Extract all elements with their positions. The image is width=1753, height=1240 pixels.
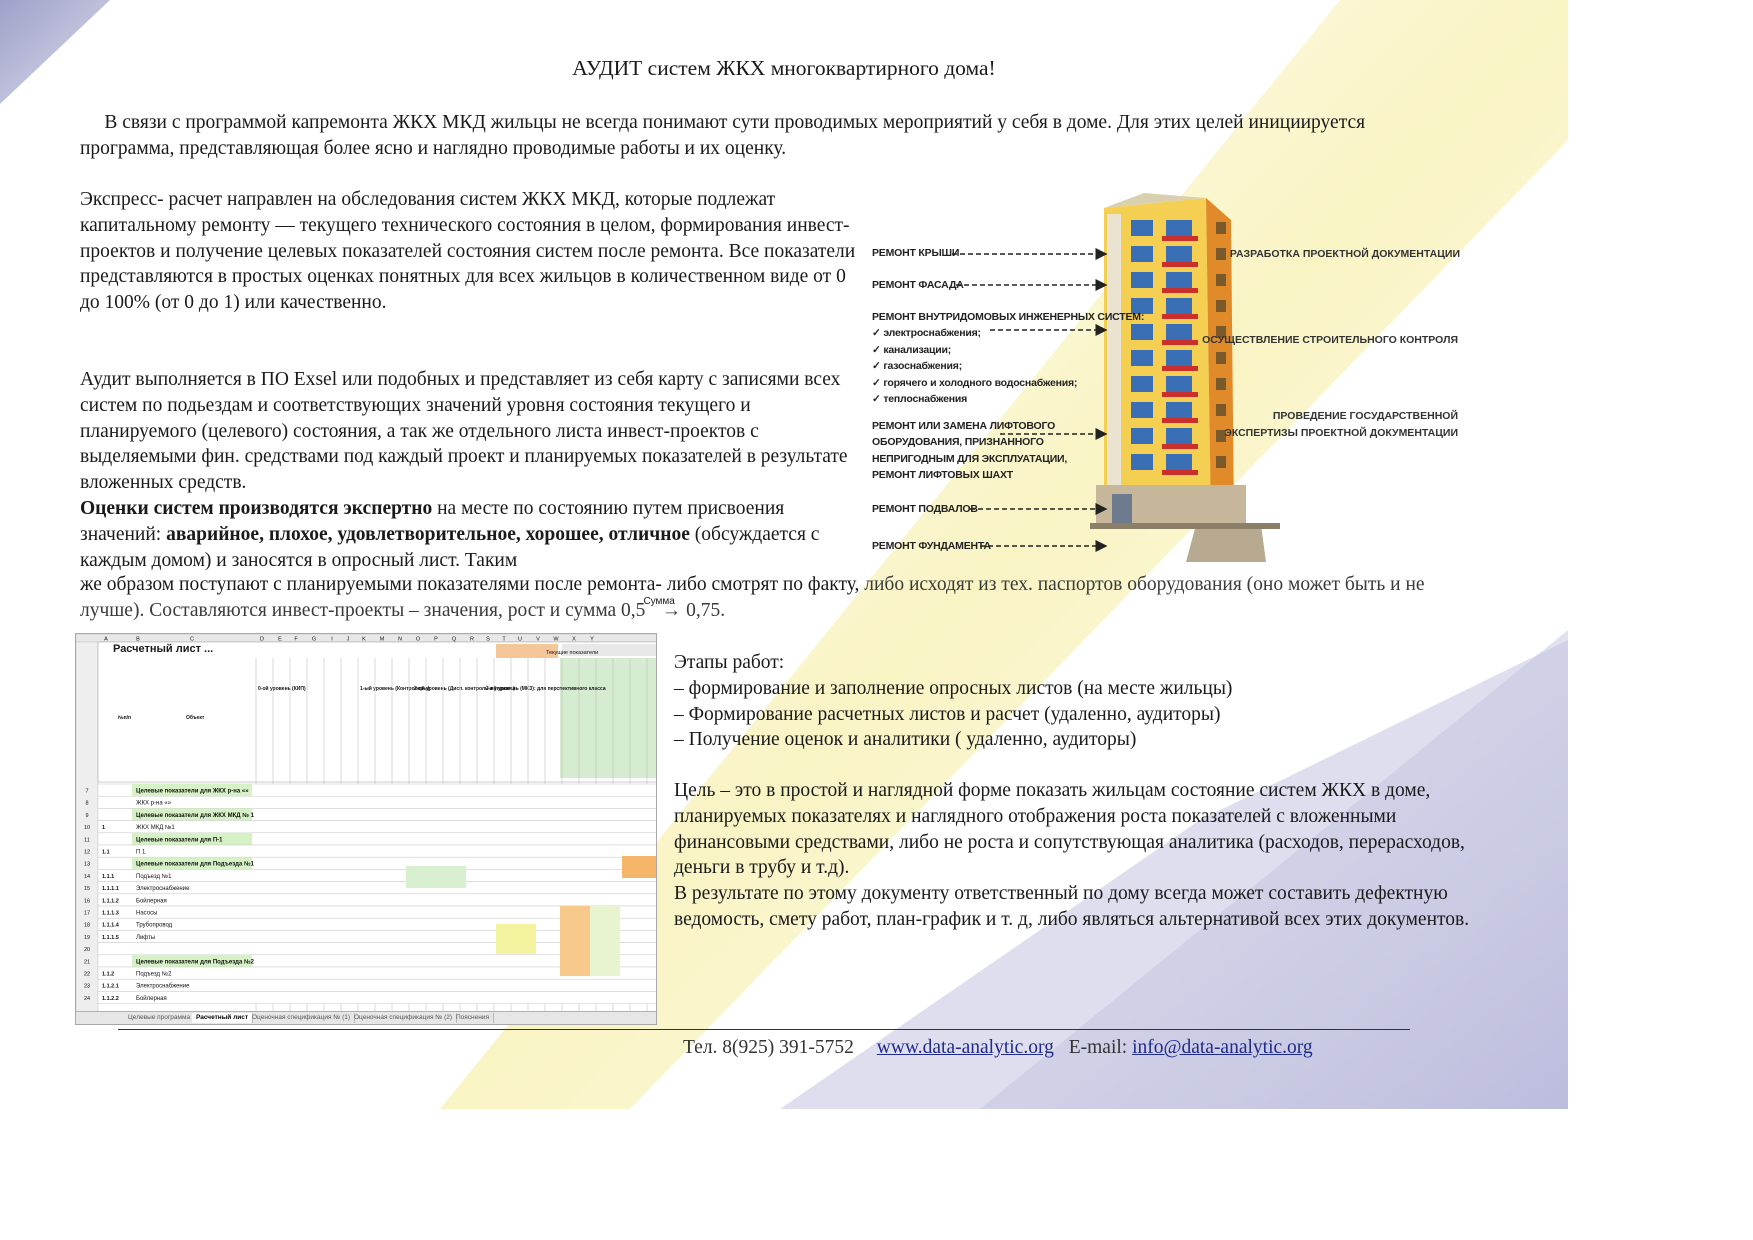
row-number: 11 [84, 837, 90, 844]
row-name: Электроснабжение [136, 886, 190, 893]
label-roof: РЕМОНТ КРЫШИ [872, 247, 960, 259]
row-name: Бойлерная [136, 898, 167, 905]
window [1166, 402, 1192, 418]
row-number: 7 [85, 788, 89, 795]
window [1166, 298, 1192, 314]
row-name: Целевые показатели для ЖКХ МКД № 1 [136, 812, 254, 819]
label-project-docs: РАЗРАБОТКА ПРОЕКТНОЙ ДОКУМЕНТАЦИИ [1229, 248, 1460, 260]
facade-pillar [1107, 214, 1121, 514]
row-name: ЖКХ р-на «» [136, 800, 172, 807]
goal-paragraph: Цель – это в простой и наглядной форме показать жильцам состояние систем ЖКХ в доме, планируемых показателях и наглядного отображения роста показателей с вложенными финансовыми средствами, либо не роста и сопутствующая аналитика (расходов, перерасходов, деньги в трубу и т.д). [674, 780, 1465, 879]
window [1131, 246, 1153, 262]
footer-email-label: E-mail: [1068, 1037, 1133, 1058]
continuation-paragraph [80, 572, 1480, 627]
assess-bold-2: аварийное, плохое, удовлетворительное, хорошее, отличное [166, 523, 690, 545]
row-name: Электроснабжение [136, 983, 190, 990]
row-name: П 1 [136, 849, 146, 856]
row-name: ЖКХ МКД №1 [136, 825, 175, 832]
label-lift-2: ОБОРУДОВАНИЯ, ПРИЗНАННОГО [872, 436, 1044, 448]
row-code: 1.1 [102, 849, 110, 856]
window [1131, 402, 1153, 418]
row-code: 1.1.2.2 [102, 995, 119, 1002]
row-number: 24 [83, 995, 91, 1002]
column-letter: W [553, 636, 559, 643]
window [1131, 220, 1153, 236]
label-sewer: ✓ канализации; [872, 344, 952, 356]
sheet-tabs-bar [76, 1011, 656, 1024]
row-name: Бойлерная [136, 995, 167, 1002]
audit-paragraph [80, 367, 855, 573]
assess-text-1: на месте по состоянию путем присвоения значений: [80, 497, 785, 545]
row-name: Целевые показатели для ЖКХ р-на «» [136, 788, 249, 795]
entrance-door [1112, 494, 1132, 524]
sheet-tab-2[interactable]: Оценочная спецификация № (1) [248, 1013, 355, 1023]
row-number: 14 [83, 873, 91, 880]
row-code: 1.1.1.2 [102, 898, 119, 905]
column-letter: C [190, 636, 194, 643]
footer [683, 1037, 1313, 1059]
continuation-arrow: → 0,75. [661, 599, 726, 621]
column-letter: T [502, 636, 506, 643]
column-letter: B [136, 636, 140, 643]
window [1166, 272, 1192, 288]
spreadsheet-grid [76, 634, 657, 1025]
label-construction-control: ОСУЩЕСТВЛЕНИЕ СТРОИТЕЛЬНОГО КОНТРОЛЯ [1202, 334, 1458, 346]
value-block [496, 924, 536, 954]
column-letter: Q [451, 636, 457, 643]
column-letter: E [278, 636, 282, 643]
column-letter: D [260, 636, 264, 643]
label-gas: ✓ газоснабжения; [872, 360, 963, 372]
balcony [1162, 262, 1198, 267]
row-code: 1 [102, 825, 106, 832]
sheet-tab-0[interactable]: Целевые программа [124, 1013, 195, 1023]
sheet-tab-4[interactable]: Пояснения [452, 1013, 494, 1023]
stage-item-2: – Формирование расчетных листов и расчет (удаленно, аудиторы) [674, 703, 1221, 725]
label-foundation: РЕМОНТ ФУНДАМЕНТА [872, 540, 991, 552]
table-row [98, 991, 657, 1003]
row-number: 9 [85, 812, 89, 819]
row-number: 16 [83, 898, 91, 905]
side-window [1216, 300, 1226, 312]
row-number: 18 [83, 922, 91, 929]
window [1131, 454, 1153, 470]
side-window [1216, 274, 1226, 286]
window [1166, 324, 1192, 340]
balcony [1162, 314, 1198, 319]
row-code: 1.1.1.4 [102, 922, 119, 929]
window [1166, 376, 1192, 392]
row-number: 13 [83, 861, 91, 868]
balcony [1162, 288, 1198, 293]
footer-phone: Тел. 8(925) 391-5752 [683, 1037, 854, 1058]
row-number: 23 [83, 983, 91, 990]
balcony [1162, 444, 1198, 449]
window [1166, 220, 1192, 236]
side-window [1216, 352, 1226, 364]
stages-block [674, 650, 1494, 753]
ground-floor [1090, 485, 1280, 562]
header-group-label: 3-ий уровень (МКЗ): для перспективного класса [486, 686, 606, 692]
foundation [1090, 523, 1280, 529]
value-block [590, 906, 620, 976]
header-green [560, 658, 657, 778]
column-letter: N [398, 636, 402, 643]
column-letter: V [536, 636, 540, 643]
stage-item-1: – формирование и заполнение опросных листов (на месте жильцы) [674, 677, 1233, 699]
row-code: 1.1.1.3 [102, 910, 119, 917]
assess-text-2: (обсуждается с каждым домом) и заносятся в опросный лист. Таким [80, 523, 820, 571]
balcony [1162, 392, 1198, 397]
row-number: 12 [83, 849, 91, 856]
label-heat: ✓ теплоснабжения [872, 393, 968, 405]
balcony [1162, 236, 1198, 241]
footer-email-link[interactable]: info@data-analytic.org [1132, 1037, 1313, 1058]
label-state-expertise-1: ПРОВЕДЕНИЕ ГОСУДАРСТВЕННОЙ [1272, 410, 1458, 422]
balcony [1162, 470, 1198, 475]
continuation-rest: либо исходят из тех. паспортов оборудования (оно может быть и не лучше). Составляются инвест-проекты – значения, рост и сумма 0,5 [80, 574, 1425, 621]
row-name: Целевые показатели для П-1 [136, 837, 223, 844]
window [1166, 246, 1192, 262]
footer-divider [118, 1029, 1410, 1030]
side-window [1216, 456, 1226, 468]
window [1166, 350, 1192, 366]
side-window [1216, 222, 1226, 234]
value-block [560, 906, 590, 976]
page-title: АУДИТ систем ЖКХ многоквартирного дома! [572, 56, 996, 80]
side-window [1216, 404, 1226, 416]
balcony [1162, 418, 1198, 423]
row-name: Подъезд №1 [136, 873, 172, 880]
window [1131, 428, 1153, 444]
column-letter: A [104, 636, 108, 643]
row-name: Трубопровод [136, 922, 173, 929]
label-lift-3: НЕПРИГОДНЫМ ДЛЯ ЭКСПЛУАТАЦИИ, [872, 453, 1068, 465]
row-code: 1.1.2.1 [102, 983, 119, 990]
row-number: 8 [85, 800, 89, 807]
column-letter: F [294, 636, 298, 643]
column-letter: O [415, 636, 421, 643]
label-lift-4: РЕМОНТ ЛИФТОВЫХ ШАХТ [872, 469, 1013, 481]
row-name: Подъезд №2 [136, 971, 172, 978]
column-letter: S [486, 636, 490, 643]
spreadsheet-screenshot [75, 633, 657, 1025]
row-name: Целевые показатели для Подъезда №2 [136, 959, 255, 966]
column-header-bar [76, 634, 657, 642]
column-letter: P [434, 636, 438, 643]
header-object-col: Объект [186, 715, 205, 721]
row-name: Целевые показатели для Подъезда №1 [136, 861, 255, 868]
table-row [98, 894, 657, 906]
header-num-col: №п/п [118, 715, 132, 721]
label-basement: РЕМОНТ ПОДВАЛОВ [872, 503, 978, 515]
row-number: 22 [83, 971, 91, 978]
label-state-expertise-2: ЭКСПЕРТИЗЫ ПРОЕКТНОЙ ДОКУМЕНТАЦИИ [1224, 427, 1458, 439]
row-code: 1.1.2 [102, 971, 115, 978]
label-engineering: РЕМОНТ ВНУТРИДОМОВЫХ ИНЖЕНЕРНЫХ СИСТЕМ: [872, 311, 1145, 323]
top-right-caption: Текущие показатели [546, 650, 599, 656]
window [1131, 350, 1153, 366]
label-lift-1: РЕМОНТ ИЛИ ЗАМЕНА ЛИФТОВОГО [872, 420, 1056, 432]
row-code: 1.1.1 [102, 873, 115, 880]
column-letter: R [470, 636, 474, 643]
sheet-tab-1[interactable]: Расчетный лист [192, 1013, 253, 1023]
column-letter: J [346, 636, 350, 643]
balcony [1162, 340, 1198, 345]
table-row [98, 796, 657, 808]
table-row [98, 869, 657, 881]
row-code: 1.1.1.1 [102, 886, 119, 893]
column-letter: I [331, 636, 333, 643]
row-name: Лифты [136, 934, 156, 941]
corner-stripe [0, 0, 110, 104]
row-number: 10 [83, 825, 91, 832]
window [1166, 428, 1192, 444]
header-group-label: 1-ый уровень (Контролеры) [360, 686, 430, 692]
label-water: ✓ горячего и холодного водоснабжения; [872, 377, 1078, 389]
row-number: 15 [83, 886, 91, 893]
balcony [1162, 366, 1198, 371]
audit-text: Аудит выполняется в ПО Exsel или подобных и представляет из себя карту с записями всех систем по подьездам и соответствующих значений уровня состояния текущего и планируемого (целевого) состояния, а так же отдельного листа инвест-проектов с выделяемыми фин. средствами под каждый проект и планируемых показателей в результате вложенных средств. [80, 369, 848, 494]
column-letter: M [379, 636, 385, 643]
row-number: 21 [83, 959, 91, 966]
table-row [98, 845, 657, 857]
row-name: Насосы [136, 910, 158, 917]
side-window [1216, 378, 1226, 390]
column-letter: U [518, 636, 522, 643]
column-letter: Y [590, 636, 594, 643]
result-paragraph: В результате по этому документу ответственный по дому всегда может составить дефектную ведомость, смету работ, план-график и т. д, либо являться альтернативой всех этих документов. [674, 883, 1470, 930]
column-letter: K [362, 636, 366, 643]
label-electric: ✓ электроснабжения; [872, 327, 981, 339]
intro-paragraph: В связи с программой капремонта ЖКХ МКД жильцы не всегда понимают сути проводимых мероприятий у себя в доме. Для этих целей инициируется программа, представляющая более ясно и наглядно проводимые работы и их оценку. [80, 112, 1366, 159]
header-group-label: 2-ой уровень (Дисп. контроль и управл.) [414, 686, 515, 692]
table-row [98, 821, 657, 833]
assess-bold-1: Оценки систем производятся экспертно [80, 497, 433, 519]
stage-item-3: – Получение оценок и аналитики ( удаленно, аудиторы) [674, 729, 1137, 751]
stages-heading: Этапы работ: [674, 652, 785, 673]
header-group-label: 0-ой уровень (КИП) [258, 686, 306, 692]
spreadsheet-title: Расчетный лист ... [113, 643, 214, 655]
entrance-stairs [1186, 525, 1266, 562]
sheet-tab-3[interactable]: Оценочная спецификация № (2) [350, 1013, 457, 1023]
label-facade: РЕМОНТ ФАСАДА [872, 279, 964, 291]
row-number: 20 [83, 947, 91, 954]
window [1131, 272, 1153, 288]
sum-superscript: Сумма [643, 595, 675, 607]
value-block [622, 856, 657, 878]
row-number: 17 [83, 910, 91, 917]
goal-block [674, 778, 1494, 933]
value-block [406, 866, 466, 888]
footer-website-link[interactable]: www.data-analytic.org [876, 1037, 1054, 1058]
column-letter: G [311, 636, 317, 643]
column-letter: X [572, 636, 576, 643]
side-window [1216, 248, 1226, 260]
express-paragraph: Экспресс- расчет направлен на обследования систем ЖКХ МКД, которые подлежат капитальному ремонту — текущего технического состояния в целом, формирования инвест-проектов и получение целевых показателей состояния систем после ремонта. Все показатели представляются в простых оценках понятных для всех жильцов в количественном виде от 0 до 100% (от 0 до 1) или качественно. [80, 189, 856, 314]
window [1131, 324, 1153, 340]
row-code: 1.1.1.5 [102, 934, 119, 941]
row-number: 19 [83, 934, 91, 941]
window [1166, 454, 1192, 470]
continuation-lead: же образом поступают с планируемыми показателями после ремонта- либо смотрят по факту, [80, 574, 865, 595]
window [1131, 376, 1153, 392]
